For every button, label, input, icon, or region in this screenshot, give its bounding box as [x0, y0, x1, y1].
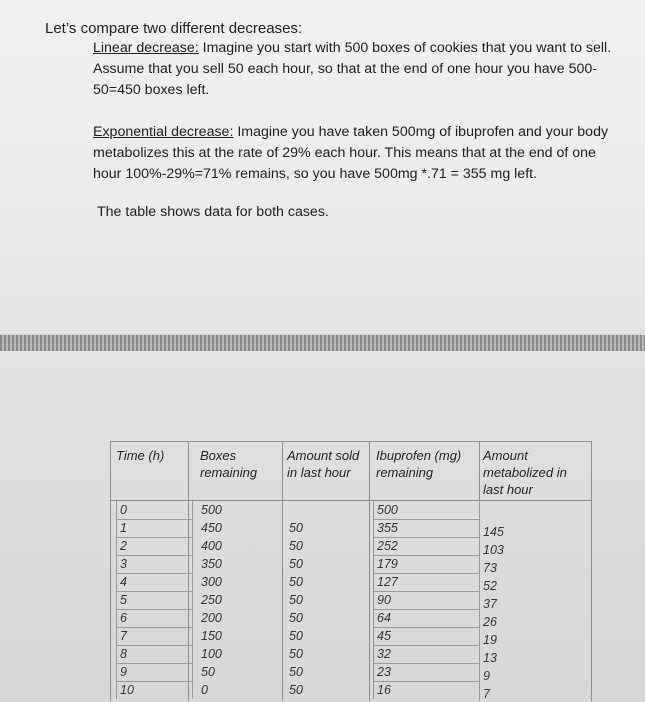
- cell-time: 9: [120, 665, 127, 679]
- header-time: Time (h): [116, 448, 165, 463]
- cell-boxes: 400: [201, 539, 222, 553]
- grid-row-line: [117, 609, 192, 610]
- cell-time: 5: [120, 593, 127, 607]
- cell-time: 7: [120, 629, 127, 643]
- exponential-decrease-label: Exponential decrease:: [93, 124, 234, 140]
- cell-metabolized: 52: [483, 579, 497, 593]
- cell-metabolized: 145: [483, 525, 504, 539]
- grid-row-line: [117, 519, 192, 520]
- cell-ibuprofen: 127: [377, 575, 398, 589]
- time-column-grid: [116, 501, 193, 699]
- cell-boxes: 500: [201, 503, 222, 517]
- cell-time: 6: [120, 611, 127, 625]
- cell-boxes: 100: [201, 647, 222, 661]
- grid-row-line: [117, 537, 192, 538]
- cell-time: 4: [120, 575, 127, 589]
- column-divider: [282, 442, 283, 701]
- upper-worksheet-page: [0, 0, 645, 335]
- cell-time: 2: [120, 539, 127, 553]
- cell-boxes: 350: [201, 557, 222, 571]
- cell-boxes: 450: [201, 521, 222, 535]
- cell-sold: 50: [289, 521, 303, 535]
- header-sold: Amount sold in last hour: [287, 448, 360, 480]
- grid-row-line: [117, 627, 192, 628]
- cell-ibuprofen: 45: [377, 629, 391, 643]
- cell-ibuprofen: 32: [377, 647, 391, 661]
- cell-ibuprofen: 500: [377, 503, 398, 517]
- cell-sold: 50: [289, 611, 303, 625]
- grid-row-line: [117, 573, 192, 574]
- exponential-decrease-paragraph: [93, 122, 628, 185]
- cell-sold: 50: [289, 683, 303, 697]
- cell-metabolized: 37: [483, 597, 497, 611]
- cell-metabolized: 13: [483, 651, 497, 665]
- column-divider: [369, 442, 370, 701]
- cell-sold: 50: [289, 629, 303, 643]
- cell-sold: 50: [289, 665, 303, 679]
- cell-metabolized: 9: [483, 669, 490, 683]
- grid-row-line: [117, 555, 192, 556]
- table-note: The table shows data for both cases.: [97, 204, 329, 220]
- intro-heading: Let’s compare two different decreases:: [45, 20, 303, 37]
- cell-metabolized: 26: [483, 615, 497, 629]
- cell-boxes: 50: [201, 665, 215, 679]
- grid-row-line: [117, 591, 192, 592]
- header-boxes: Boxes remaining: [200, 448, 258, 480]
- cell-boxes: 300: [201, 575, 222, 589]
- cell-time: 1: [120, 521, 127, 535]
- grid-row-line: [117, 645, 192, 646]
- cell-boxes: 200: [201, 611, 222, 625]
- exponential-decrease-text: Imagine you have taken 500mg of ibuprofen and your body metabolizes this at the rate of 29% each hour. This means that at the end of one hour 100%-29%=71% remains, so you have 500mg *.71 = 355 mg left.: [93, 124, 609, 182]
- cell-ibuprofen: 23: [377, 665, 391, 679]
- cell-sold: 50: [289, 593, 303, 607]
- grid-row-line: [117, 663, 192, 664]
- cell-sold: 50: [289, 557, 303, 571]
- cell-metabolized: 7: [483, 687, 490, 701]
- data-table: [110, 441, 592, 701]
- linear-decrease-text: Imagine you start with 500 boxes of cookies that you want to sell. Assume that you sell 50 each hour, so that at the end of one hour you have 500-50=450 boxes left.: [93, 40, 612, 98]
- cell-sold: 50: [289, 539, 303, 553]
- cell-boxes: 150: [201, 629, 222, 643]
- linear-decrease-label: Linear decrease:: [93, 40, 199, 56]
- header-metabolized: Amount metabolized in last hour: [483, 448, 567, 497]
- cell-time: 3: [120, 557, 127, 571]
- page-binding-divider: [0, 335, 645, 351]
- cell-ibuprofen: 355: [377, 521, 398, 535]
- cell-metabolized: 103: [483, 543, 504, 557]
- cell-metabolized: 73: [483, 561, 497, 575]
- cell-ibuprofen: 64: [377, 611, 391, 625]
- cell-ibuprofen: 252: [377, 539, 398, 553]
- cell-boxes: 250: [201, 593, 222, 607]
- cell-time: 0: [120, 503, 127, 517]
- header-ibuprofen: Ibuprofen (mg) remaining: [376, 448, 462, 480]
- cell-ibuprofen: 179: [377, 557, 398, 571]
- linear-decrease-paragraph: [93, 38, 628, 101]
- cell-sold: 50: [289, 575, 303, 589]
- cell-time: 8: [120, 647, 127, 661]
- cell-ibuprofen: 16: [377, 683, 391, 697]
- cell-boxes: 0: [201, 683, 208, 697]
- cell-metabolized: 19: [483, 633, 497, 647]
- cell-time: 10: [120, 683, 134, 697]
- cell-sold: 50: [289, 647, 303, 661]
- cell-ibuprofen: 90: [377, 593, 391, 607]
